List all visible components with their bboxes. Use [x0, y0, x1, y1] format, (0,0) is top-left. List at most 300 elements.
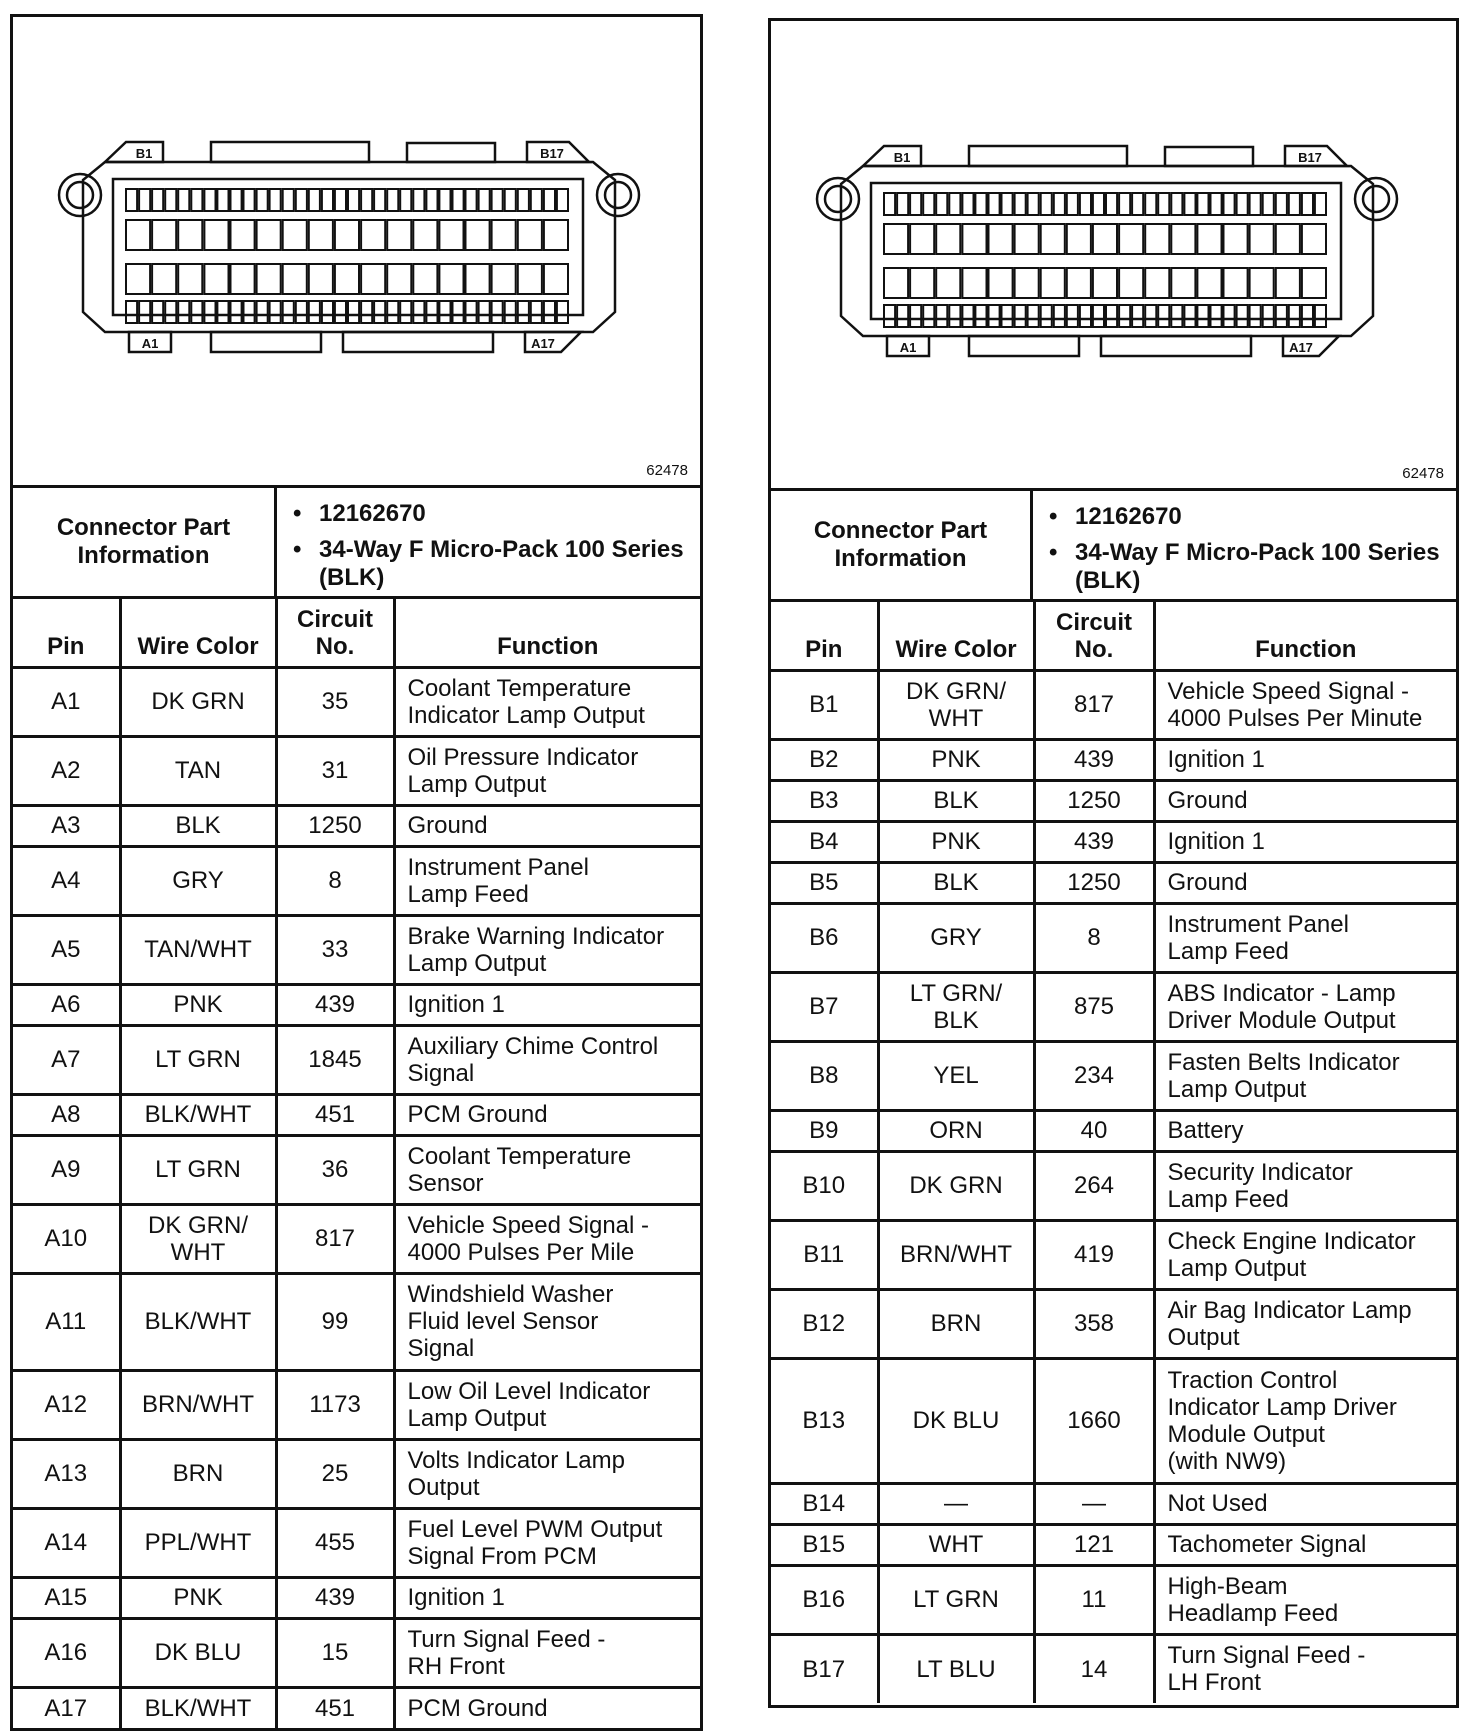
terminal-cavity — [1224, 305, 1235, 327]
terminal-cavity — [910, 305, 921, 327]
terminal-cavity — [479, 189, 490, 211]
terminal-cavity — [309, 264, 333, 294]
connector-info-label: Connector Part Information — [13, 488, 277, 596]
circuit-cell: 875 — [1034, 972, 1154, 1041]
circuit-cell: 33 — [276, 915, 394, 984]
connector-diagram — [13, 17, 703, 457]
circuit-cell: 1660 — [1034, 1358, 1154, 1483]
terminal-cavity — [335, 189, 346, 211]
terminal-cavity — [544, 220, 568, 250]
terminal-cavity — [557, 189, 568, 211]
terminal-cavity — [1002, 193, 1013, 215]
table-row — [771, 1565, 1456, 1634]
wire-color-cell: YEL — [878, 1041, 1034, 1110]
wire-color-cell: — — [878, 1483, 1034, 1524]
pin-cell: A7 — [13, 1025, 120, 1094]
terminal-cavity — [257, 301, 268, 323]
terminal-cavity — [374, 189, 385, 211]
wire-color-cell: GRY — [120, 846, 276, 915]
terminal-cavity — [1315, 193, 1326, 215]
header-circuit: Circuit No. — [276, 599, 394, 667]
terminal-cavity — [270, 301, 281, 323]
pin-cell: A6 — [13, 984, 120, 1025]
key-tab — [407, 143, 495, 162]
terminal-cavity — [348, 189, 359, 211]
wire-color-cell: DK GRN — [120, 667, 276, 736]
circuit-cell: 439 — [1034, 739, 1154, 780]
table-row — [771, 1634, 1456, 1703]
terminal-cavity — [923, 193, 934, 215]
connector-info-label: Connector Part Information — [771, 491, 1033, 599]
terminal-cavity — [884, 193, 895, 215]
terminal-cavity — [884, 224, 908, 254]
table-row — [771, 1289, 1456, 1358]
terminal-cavity — [1171, 193, 1182, 215]
terminal-cavity — [1197, 224, 1221, 254]
terminal-cavity — [505, 189, 516, 211]
terminal-cavity — [257, 189, 268, 211]
table-row — [13, 1273, 700, 1370]
mounting-hole — [605, 182, 631, 208]
terminal-cavity — [1132, 305, 1143, 327]
terminal-cavity — [989, 224, 1013, 254]
terminal-cavity — [178, 189, 189, 211]
terminal-cavity — [466, 264, 490, 294]
terminal-cavity — [1276, 268, 1300, 298]
terminal-cavity — [910, 224, 934, 254]
terminal-cavity — [989, 268, 1013, 298]
function-cell: Instrument Panel Lamp Feed — [1154, 903, 1456, 972]
terminal-cavity — [439, 189, 450, 211]
wire-color-cell: DK GRN/ WHT — [878, 670, 1034, 739]
function-cell: Turn Signal Feed - RH Front — [394, 1618, 700, 1687]
header-function: Function — [1154, 602, 1456, 670]
terminal-cavity — [309, 189, 320, 211]
circuit-cell: 35 — [276, 667, 394, 736]
connector-diagram — [771, 21, 1459, 461]
terminal-cavity — [1015, 224, 1039, 254]
terminal-cavity — [1093, 305, 1104, 327]
terminal-cavity — [897, 305, 908, 327]
terminal-cavity — [126, 189, 137, 211]
terminal-cavity — [936, 193, 947, 215]
terminal-cavity — [283, 264, 307, 294]
terminal-cavity — [309, 301, 320, 323]
function-cell: Tachometer Signal — [1154, 1524, 1456, 1565]
terminal-cavity — [204, 220, 228, 250]
terminal-cavity — [1263, 193, 1274, 215]
terminal-cavity — [178, 264, 202, 294]
terminal-cavity — [1054, 193, 1065, 215]
pin-cell: B13 — [771, 1358, 878, 1483]
table-row — [13, 1025, 700, 1094]
terminal-cavity — [387, 264, 411, 294]
terminal-cavity — [361, 301, 372, 323]
circuit-cell: 14 — [1034, 1634, 1154, 1703]
function-cell: Fasten Belts Indicator Lamp Output — [1154, 1041, 1456, 1110]
terminal-cavity — [204, 301, 215, 323]
cavity-label-b1: B1 — [893, 150, 911, 165]
wire-color-cell: DK GRN/ WHT — [120, 1204, 276, 1273]
function-cell: Ignition 1 — [1154, 821, 1456, 862]
terminal-cavity — [244, 301, 255, 323]
pin-cell: A11 — [13, 1273, 120, 1370]
circuit-cell: 439 — [1034, 821, 1154, 862]
terminal-cavity — [348, 301, 359, 323]
function-cell: Not Used — [1154, 1483, 1456, 1524]
terminal-cavity — [1224, 268, 1248, 298]
connector-description: • 34-Way F Micro-Pack 100 Series (BLK) — [319, 536, 700, 592]
latch-tab — [105, 142, 163, 162]
terminal-cavity — [531, 189, 542, 211]
pin-table-body — [771, 670, 1456, 1703]
terminal-cavity — [505, 301, 516, 323]
terminal-cavity — [544, 189, 555, 211]
terminal-cavity — [309, 220, 333, 250]
pin-cell: A5 — [13, 915, 120, 984]
pin-cell: B6 — [771, 903, 878, 972]
wire-color-cell: ORN — [878, 1110, 1034, 1151]
pin-cell: B10 — [771, 1151, 878, 1220]
terminal-cavity — [1080, 305, 1091, 327]
pin-cell: B1 — [771, 670, 878, 739]
function-cell: Windshield Washer Fluid level Sensor Signal — [394, 1273, 700, 1370]
connector-figure — [13, 17, 700, 488]
pin-cell: B3 — [771, 780, 878, 821]
pin-cell: A10 — [13, 1204, 120, 1273]
terminal-cavity — [244, 189, 255, 211]
terminal-cavity — [1171, 268, 1195, 298]
function-cell: Ground — [1154, 780, 1456, 821]
terminal-cavity — [1067, 305, 1078, 327]
pin-cell: B4 — [771, 821, 878, 862]
function-cell: Traction Control Indicator Lamp Driver Module Output (with NW9) — [1154, 1358, 1456, 1483]
terminal-cavity — [1015, 305, 1026, 327]
pin-table — [771, 602, 1456, 1703]
wire-color-cell: TAN — [120, 736, 276, 805]
terminal-cavity — [335, 264, 359, 294]
table-row — [771, 1358, 1456, 1483]
circuit-cell: 36 — [276, 1135, 394, 1204]
function-cell: Low Oil Level Indicator Lamp Output — [394, 1370, 700, 1439]
terminal-cavity — [884, 268, 908, 298]
terminal-cavity — [1184, 305, 1195, 327]
terminal-cavity — [884, 305, 895, 327]
terminal-cavity — [1119, 305, 1130, 327]
terminal-cavity — [1197, 268, 1221, 298]
circuit-cell: 15 — [276, 1618, 394, 1687]
connector-panel-right — [768, 18, 1459, 1708]
terminal-cavity — [1041, 193, 1052, 215]
terminal-cavity — [426, 301, 437, 323]
terminal-cavity — [1145, 224, 1169, 254]
function-cell: Coolant Temperature Sensor — [394, 1135, 700, 1204]
terminal-cavity — [400, 189, 411, 211]
table-row — [771, 1483, 1456, 1524]
circuit-cell: 455 — [276, 1508, 394, 1577]
terminal-cavity — [1211, 193, 1222, 215]
function-cell: Security Indicator Lamp Feed — [1154, 1151, 1456, 1220]
terminal-cavity — [1315, 305, 1326, 327]
terminal-cavity — [518, 189, 529, 211]
terminal-cavity — [152, 264, 176, 294]
terminal-cavity — [1224, 224, 1248, 254]
circuit-cell: — — [1034, 1483, 1154, 1524]
terminal-cavity — [910, 268, 934, 298]
terminal-cavity — [191, 301, 202, 323]
cavity-label-a17: A17 — [1289, 340, 1313, 355]
terminal-cavity — [283, 301, 294, 323]
terminal-cavity — [1106, 305, 1117, 327]
function-cell: Oil Pressure Indicator Lamp Output — [394, 736, 700, 805]
function-cell: Coolant Temperature Indicator Lamp Output — [394, 667, 700, 736]
pin-cell: B11 — [771, 1220, 878, 1289]
terminal-cavity — [936, 268, 960, 298]
wire-color-cell: BLK — [120, 805, 276, 846]
key-tab — [969, 146, 1127, 166]
terminal-cavity — [126, 264, 150, 294]
terminal-cavity — [1171, 305, 1182, 327]
terminal-cavity — [204, 189, 215, 211]
function-cell: High-Beam Headlamp Feed — [1154, 1565, 1456, 1634]
table-row — [13, 805, 700, 846]
circuit-cell: 451 — [276, 1687, 394, 1728]
terminal-cavity — [257, 264, 281, 294]
terminal-cavity — [1171, 224, 1195, 254]
terminal-cavity — [1289, 305, 1300, 327]
pin-cell: A12 — [13, 1370, 120, 1439]
connector-part-info — [13, 488, 700, 599]
table-row — [13, 1439, 700, 1508]
terminal-cavity — [518, 301, 529, 323]
terminal-cavity — [1067, 193, 1078, 215]
terminal-cavity — [439, 264, 463, 294]
mounting-ear — [597, 174, 639, 216]
terminal-cavity — [387, 301, 398, 323]
mounting-hole — [1363, 186, 1389, 212]
circuit-cell: 1250 — [276, 805, 394, 846]
terminal-cavity — [231, 264, 255, 294]
function-cell: Vehicle Speed Signal - 4000 Pulses Per Minute — [1154, 670, 1456, 739]
terminal-cavity — [453, 189, 464, 211]
wire-color-cell: BLK/WHT — [120, 1687, 276, 1728]
part-number: • 12162670 — [1075, 503, 1456, 531]
terminal-cavity — [1145, 268, 1169, 298]
header-circuit: Circuit No. — [1034, 602, 1154, 670]
terminal-cavity — [270, 189, 281, 211]
circuit-cell: 358 — [1034, 1289, 1154, 1358]
terminal-cavity — [152, 220, 176, 250]
terminal-cavity — [1276, 193, 1287, 215]
terminal-cavity — [479, 301, 490, 323]
terminal-cavity — [936, 224, 960, 254]
header-wire-color: Wire Color — [878, 602, 1034, 670]
wire-color-cell: PPL/WHT — [120, 1508, 276, 1577]
circuit-cell: 439 — [276, 984, 394, 1025]
table-row — [13, 1204, 700, 1273]
pin-cell: A8 — [13, 1094, 120, 1135]
table-row — [771, 1151, 1456, 1220]
terminal-cavity — [949, 305, 960, 327]
header-function: Function — [394, 599, 700, 667]
terminal-cavity — [466, 189, 477, 211]
function-cell: Air Bag Indicator Lamp Output — [1154, 1289, 1456, 1358]
terminal-cavity — [1119, 193, 1130, 215]
terminal-cavity — [322, 301, 333, 323]
terminal-cavity — [492, 301, 503, 323]
terminal-cavity — [1158, 193, 1169, 215]
circuit-cell: 25 — [276, 1439, 394, 1508]
wire-color-cell: LT GRN — [878, 1565, 1034, 1634]
terminal-cavity — [165, 301, 176, 323]
wire-color-cell: DK BLU — [878, 1358, 1034, 1483]
terminal-cavity — [923, 305, 934, 327]
circuit-cell: 1845 — [276, 1025, 394, 1094]
circuit-cell: 11 — [1034, 1565, 1154, 1634]
circuit-cell: 1173 — [276, 1370, 394, 1439]
table-row — [13, 1687, 700, 1728]
terminal-cavity — [361, 220, 385, 250]
header-pin: Pin — [13, 599, 120, 667]
terminal-cavity — [1041, 268, 1065, 298]
function-cell: Volts Indicator Lamp Output — [394, 1439, 700, 1508]
terminal-cavity — [1211, 305, 1222, 327]
wire-color-cell: WHT — [878, 1524, 1034, 1565]
mounting-hole — [67, 182, 93, 208]
function-cell: Brake Warning Indicator Lamp Output — [394, 915, 700, 984]
table-row — [771, 821, 1456, 862]
pin-cell: A1 — [13, 667, 120, 736]
pin-cell: B7 — [771, 972, 878, 1041]
terminal-cavity — [1302, 224, 1326, 254]
pin-cell: A13 — [13, 1439, 120, 1508]
pin-table — [13, 599, 700, 1728]
wire-color-cell: TAN/WHT — [120, 915, 276, 984]
pin-cell: A15 — [13, 1577, 120, 1618]
pin-cell: B16 — [771, 1565, 878, 1634]
terminal-cavity — [204, 264, 228, 294]
terminal-cavity — [1250, 268, 1274, 298]
mounting-ear — [59, 174, 101, 216]
key-tab — [211, 332, 321, 352]
terminal-cavity — [361, 264, 385, 294]
terminal-cavity — [165, 189, 176, 211]
terminal-cavity — [989, 305, 1000, 327]
terminal-cavity — [1302, 268, 1326, 298]
terminal-cavity — [518, 220, 542, 250]
terminal-cavity — [492, 189, 503, 211]
terminal-cavity — [975, 305, 986, 327]
terminal-cavity — [374, 301, 385, 323]
function-cell: Ignition 1 — [394, 1577, 700, 1618]
mounting-ear — [1355, 178, 1397, 220]
table-row — [771, 1041, 1456, 1110]
terminal-cavity — [910, 193, 921, 215]
terminal-cavity — [1237, 305, 1248, 327]
terminal-cavity — [283, 220, 307, 250]
terminal-cavity — [1250, 193, 1261, 215]
terminal-cavity — [178, 301, 189, 323]
circuit-cell: 99 — [276, 1273, 394, 1370]
terminal-cavity — [989, 193, 1000, 215]
function-cell: Check Engine Indicator Lamp Output — [1154, 1220, 1456, 1289]
function-cell: Ignition 1 — [1154, 739, 1456, 780]
terminal-cavity — [1302, 193, 1313, 215]
function-cell: Turn Signal Feed - LH Front — [1154, 1634, 1456, 1703]
terminal-cavity — [439, 301, 450, 323]
terminal-cavity — [1184, 193, 1195, 215]
connector-part-info — [771, 491, 1456, 602]
cavity-label-b17: B17 — [540, 146, 564, 161]
function-cell: Fuel Level PWM Output Signal From PCM — [394, 1508, 700, 1577]
pin-cell: A17 — [13, 1687, 120, 1728]
wire-color-cell: GRY — [878, 903, 1034, 972]
wire-color-cell: BRN — [878, 1289, 1034, 1358]
connector-description: • 34-Way F Micro-Pack 100 Series (BLK) — [1075, 539, 1456, 595]
wire-color-cell: LT GRN — [120, 1135, 276, 1204]
function-cell: ABS Indicator - Lamp Driver Module Output — [1154, 972, 1456, 1041]
wire-color-cell: PNK — [878, 739, 1034, 780]
terminal-cavity — [1250, 305, 1261, 327]
pin-cell: B9 — [771, 1110, 878, 1151]
wire-color-cell: LT GRN — [120, 1025, 276, 1094]
function-cell: PCM Ground — [394, 1687, 700, 1728]
circuit-cell: 40 — [1034, 1110, 1154, 1151]
key-tab — [969, 336, 1079, 356]
pin-cell: A16 — [13, 1618, 120, 1687]
function-cell: Ground — [394, 805, 700, 846]
terminal-cavity — [335, 301, 346, 323]
terminal-cavity — [1080, 193, 1091, 215]
wire-color-cell: BLK/WHT — [120, 1094, 276, 1135]
terminal-cavity — [1263, 305, 1274, 327]
terminal-cavity — [1015, 268, 1039, 298]
terminal-cavity — [962, 305, 973, 327]
terminal-cavity — [139, 301, 150, 323]
figure-number: 62478 — [646, 462, 688, 479]
terminal-cavity — [1119, 268, 1143, 298]
terminal-cavity — [962, 268, 986, 298]
table-row — [771, 862, 1456, 903]
terminal-cavity — [400, 301, 411, 323]
part-number: • 12162670 — [319, 500, 700, 528]
cavity-label-a1: A1 — [899, 340, 917, 355]
terminal-cavity — [426, 189, 437, 211]
connector-figure — [771, 21, 1456, 491]
terminal-cavity — [949, 193, 960, 215]
terminal-cavity — [531, 301, 542, 323]
wire-color-cell: LT BLU — [878, 1634, 1034, 1703]
function-cell: PCM Ground — [394, 1094, 700, 1135]
circuit-cell: 1250 — [1034, 780, 1154, 821]
pin-cell: B14 — [771, 1483, 878, 1524]
pin-cell: B12 — [771, 1289, 878, 1358]
table-row — [13, 1577, 700, 1618]
terminal-cavity — [387, 189, 398, 211]
pin-cell: A14 — [13, 1508, 120, 1577]
terminal-cavity — [178, 220, 202, 250]
function-cell: Instrument Panel Lamp Feed — [394, 846, 700, 915]
terminal-cavity — [1145, 193, 1156, 215]
terminal-cavity — [139, 189, 150, 211]
terminal-cavity — [1041, 305, 1052, 327]
connector-info-list — [1033, 491, 1456, 599]
table-row — [771, 972, 1456, 1041]
circuit-cell: 8 — [1034, 903, 1154, 972]
terminal-cavity — [1145, 305, 1156, 327]
key-tab — [343, 332, 493, 352]
terminal-cavity — [1289, 193, 1300, 215]
